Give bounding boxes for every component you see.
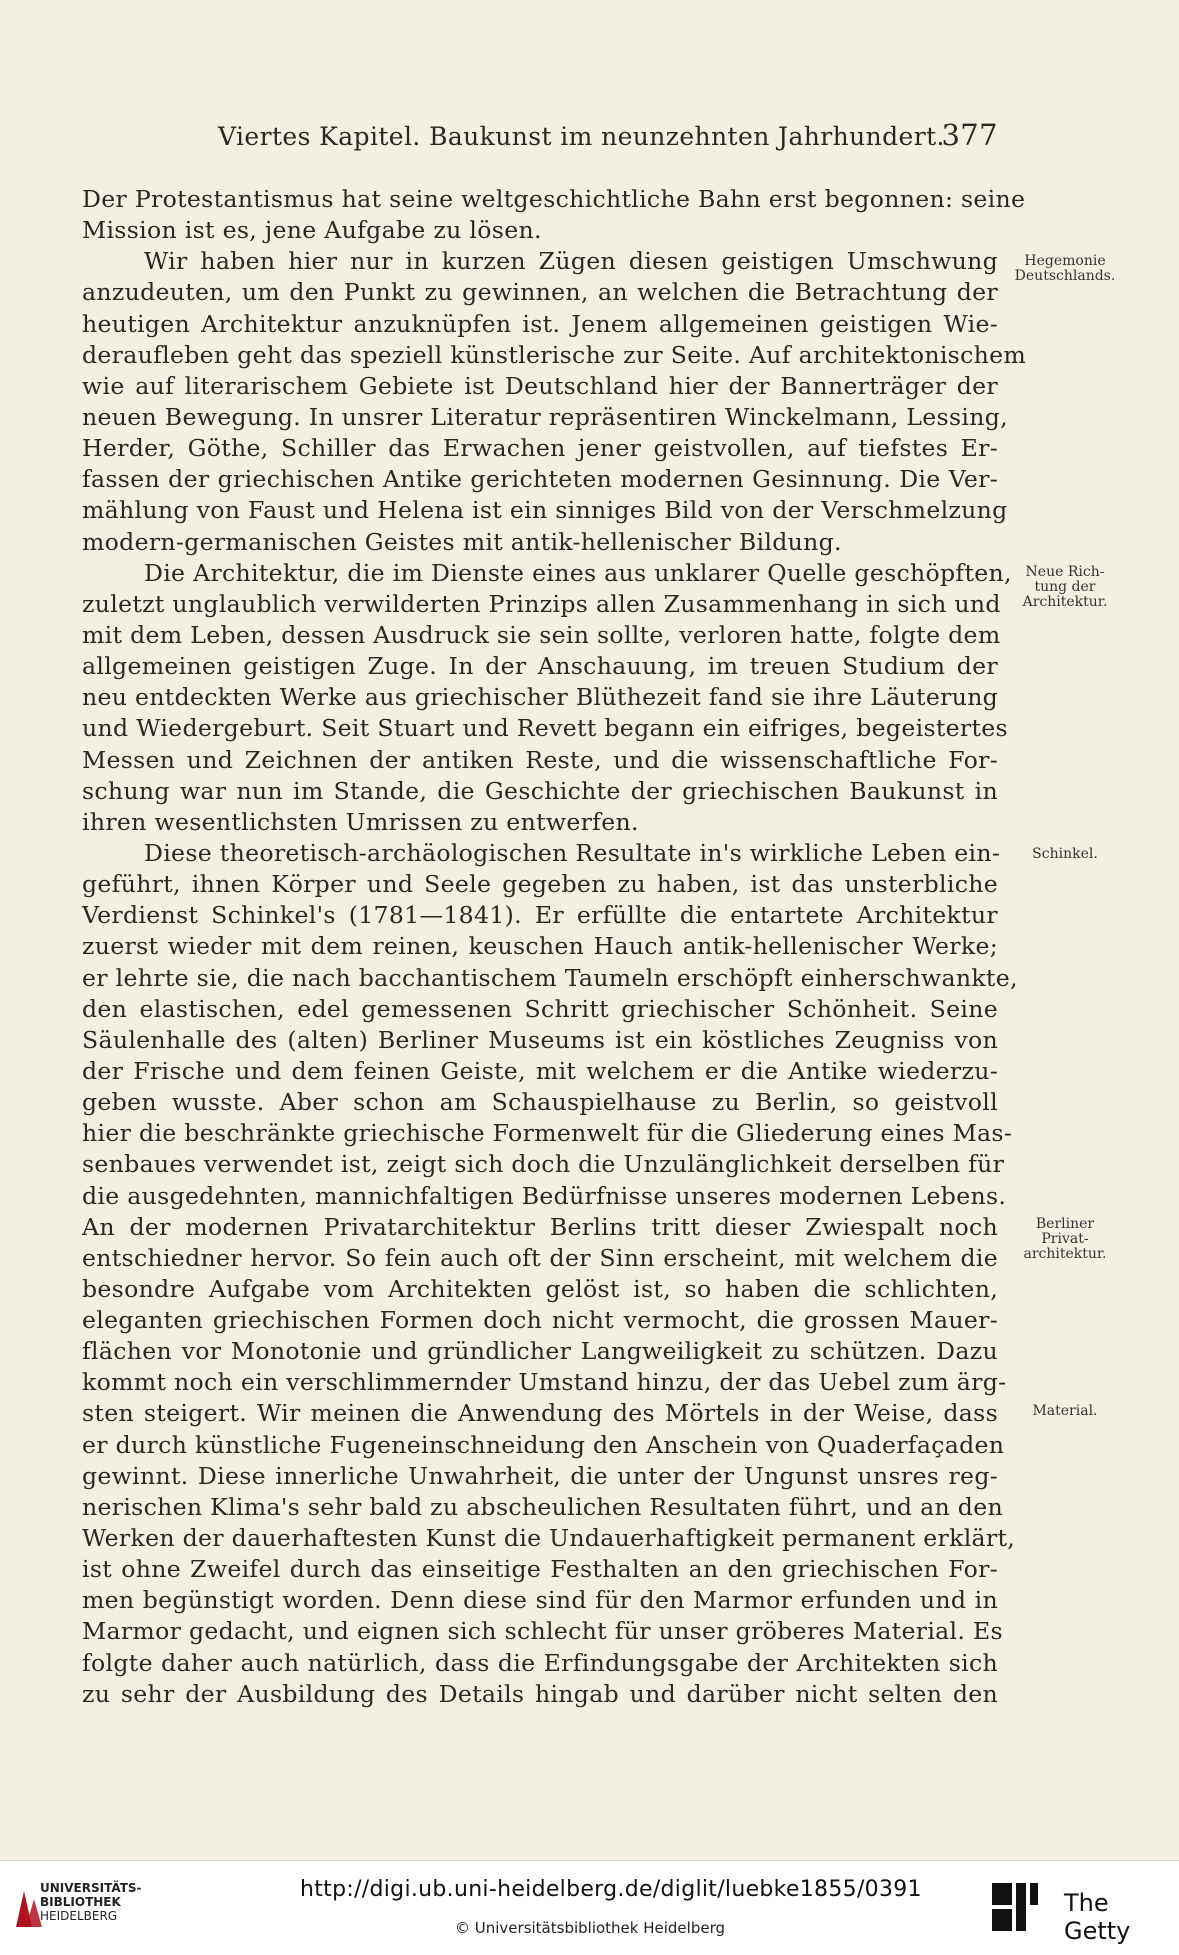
text-line: anzudeuten, um den Punkt zu gewinnen, an welchen die Betrachtung der: [82, 278, 998, 307]
margin-note-richtung: [1010, 565, 1120, 610]
margin-note-material: [1010, 1404, 1120, 1419]
permalink[interactable]: http://digi.ub.uni-heidelberg.de/diglit/luebke1855/0391: [300, 1877, 922, 1902]
text-line: Diese theoretisch-archäologischen Resultate in's wirkliche Leben ein-: [144, 838, 1001, 867]
text-line: Marmor gedacht, und eignen sich schlecht für unser gröberes Material. Es: [82, 1617, 1003, 1646]
text-line: nerischen Klima's sehr bald zu abscheulichen Resultaten führt, und an den: [82, 1492, 1003, 1521]
running-head: [218, 118, 998, 158]
text-line: Werken der dauerhaftesten Kunst die Undauerhaftigkeit permanent erklärt,: [82, 1524, 1016, 1553]
text-line: neu entdeckten Werke aus griechischer Blüthezeit fand sie ihre Läuterung: [82, 683, 999, 712]
text-line: die ausgedehnten, mannichfaltigen Bedürfnisse unseres modernen Lebens.: [82, 1181, 1007, 1210]
digitization-footer: [0, 1860, 1179, 1955]
note-line: Material.: [1032, 1403, 1098, 1419]
text-line: Herder, Göthe, Schiller das Erwachen jener geistvollen, auf tiefstes Er-: [82, 434, 998, 463]
text-line: den elastischen, edel gemessenen Schritt griechischer Schönheit. Seine: [82, 994, 998, 1023]
library-line: BIBLIOTHEK: [40, 1895, 121, 1909]
text-line: besondre Aufgabe vom Architekten gelöst ist, so haben die schlichten,: [82, 1274, 998, 1303]
text-line: zu sehr der Ausbildung des Details hingab und darüber nicht selten den: [82, 1679, 998, 1708]
text-line: fassen der griechischen Antike gerichteten modernen Gesinnung. Die Ver-: [82, 465, 998, 494]
note-line: Hegemonie: [1024, 253, 1106, 269]
note-line: tung der: [1034, 579, 1096, 595]
text-line: Mission ist es, jene Aufgabe zu lösen.: [82, 216, 542, 245]
library-line: UNIVERSITÄTS-: [40, 1881, 142, 1895]
getty-logo-icon: [990, 1881, 1040, 1933]
page-number: 377: [941, 118, 998, 152]
text-line: deraufleben geht das speziell künstlerische zur Seite. Auf architektonischem: [82, 340, 1027, 369]
note-line: Neue Rich-: [1025, 564, 1105, 580]
text-line: flächen vor Monotonie und gründlicher Langweiligkeit zu schützen. Dazu: [82, 1337, 998, 1366]
text-line: Säulenhalle des (alten) Berliner Museums ist ein köstliches Zeugniss von: [82, 1025, 998, 1054]
getty-label: The Getty: [1064, 1889, 1131, 1945]
body-text: [82, 184, 1027, 1710]
margin-note-hegemonie: [1010, 254, 1120, 284]
text-line: hier die beschränkte griechische Formenwelt für die Gliederung eines Mas-: [82, 1119, 1013, 1148]
text-line: zuletzt unglaublich verwilderten Prinzips allen Zusammenhang in sich und: [82, 589, 1001, 618]
text-line: An der modernen Privatarchitektur Berlins tritt dieser Zwiespalt noch: [82, 1212, 998, 1241]
text-line: zuerst wieder mit dem reinen, keuschen Hauch antik-hellenischer Werke;: [82, 932, 998, 961]
text-line: wie auf literarischem Gebiete ist Deutschland hier der Bannerträger der: [82, 371, 998, 400]
text-line: er durch künstliche Fugeneinschneidung den Anschein von Quaderfaçaden: [82, 1430, 1005, 1459]
text-line: ihren wesentlichsten Umrissen zu entwerfen.: [82, 807, 639, 836]
text-line: geben wusste. Aber schon am Schauspielhause zu Berlin, so geistvoll: [82, 1088, 998, 1117]
note-line: Privat-: [1041, 1231, 1089, 1247]
text-line: entschiedner hervor. So fein auch oft der Sinn erscheint, mit welchem die: [82, 1243, 998, 1272]
text-line: mit dem Leben, dessen Ausdruck sie sein sollte, verloren hatte, folgte dem: [82, 620, 1001, 649]
text-line: modern-germanischen Geistes mit antik-hellenischer Bildung.: [82, 527, 842, 556]
note-line: architektur.: [1023, 1246, 1107, 1262]
text-line: Messen und Zeichnen der antiken Reste, und die wissenschaftliche For-: [82, 745, 998, 774]
text-line: geführt, ihnen Körper und Seele gegeben zu haben, ist das unsterbliche: [82, 870, 998, 899]
text-line: ist ohne Zweifel durch das einseitige Festhalten an den griechischen For-: [82, 1555, 998, 1584]
text-line: schung war nun im Stande, die Geschichte der griechischen Baukunst in: [82, 776, 998, 805]
note-line: Schinkel.: [1032, 846, 1098, 862]
text-line: sten steigert. Wir meinen die Anwendung des Mörtels in der Weise, dass: [82, 1399, 998, 1428]
text-line: er lehrte sie, die nach bacchantischem Taumeln erschöpft einherschwankte,: [82, 963, 1018, 992]
text-line: neuen Bewegung. In unsrer Literatur repräsentiren Winckelmann, Lessing,: [82, 402, 1008, 431]
text-line: Die Architektur, die im Dienste eines aus unklarer Quelle geschöpften,: [144, 558, 1012, 587]
text-line: eleganten griechischen Formen doch nicht vermocht, die grossen Mauer-: [82, 1306, 998, 1335]
text-line: kommt noch ein verschlimmernder Umstand hinzu, der das Uebel zum ärg-: [82, 1368, 1007, 1397]
note-line: Deutschlands.: [1014, 268, 1116, 284]
text-line: gewinnt. Diese innerliche Unwahrheit, die unter der Ungunst unsres reg-: [82, 1461, 998, 1490]
library-line: HEIDELBERG: [40, 1909, 118, 1923]
text-line: men begünstigt worden. Denn diese sind für den Marmor erfunden und in: [82, 1586, 998, 1615]
chapter-title: Viertes Kapitel. Baukunst im neunzehnten Jahrhundert.: [218, 122, 945, 151]
text-line: Der Protestantismus hat seine weltgeschichtliche Bahn erst begonnen: seine: [82, 185, 1026, 213]
text-line: der Frische und dem feinen Geiste, mit welchem er die Antike wiederzu-: [82, 1056, 998, 1085]
note-line: Berliner: [1035, 1216, 1095, 1232]
text-line: mählung von Faust und Helena ist ein sinniges Bild von der Verschmelzung: [82, 496, 1008, 525]
text-line: folgte daher auch natürlich, dass die Erfindungsgabe der Architekten sich: [82, 1648, 998, 1677]
note-line: Architektur.: [1022, 594, 1108, 610]
copyright-notice: © Universitätsbibliothek Heidelberg: [455, 1919, 726, 1937]
margin-note-schinkel: [1010, 847, 1120, 862]
text-line: Verdienst Schinkel's (1781—1841). Er erfüllte die entartete Architektur: [82, 901, 998, 930]
text-line: allgemeinen geistigen Zuge. In der Anschauung, im treuen Studium der: [82, 652, 998, 681]
text-line: Wir haben hier nur in kurzen Zügen diesen geistigen Umschwung: [144, 247, 998, 276]
text-line: senbaues verwendet ist, zeigt sich doch die Unzulänglichkeit derselben für: [82, 1150, 1005, 1179]
margin-note-berliner: [1010, 1217, 1120, 1262]
library-name: [40, 1881, 142, 1923]
text-line: und Wiedergeburt. Seit Stuart und Revett begann ein eifriges, begeistertes: [82, 714, 1008, 743]
text-line: heutigen Architektur anzuknüpfen ist. Jenem allgemeinen geistigen Wie-: [82, 309, 998, 338]
